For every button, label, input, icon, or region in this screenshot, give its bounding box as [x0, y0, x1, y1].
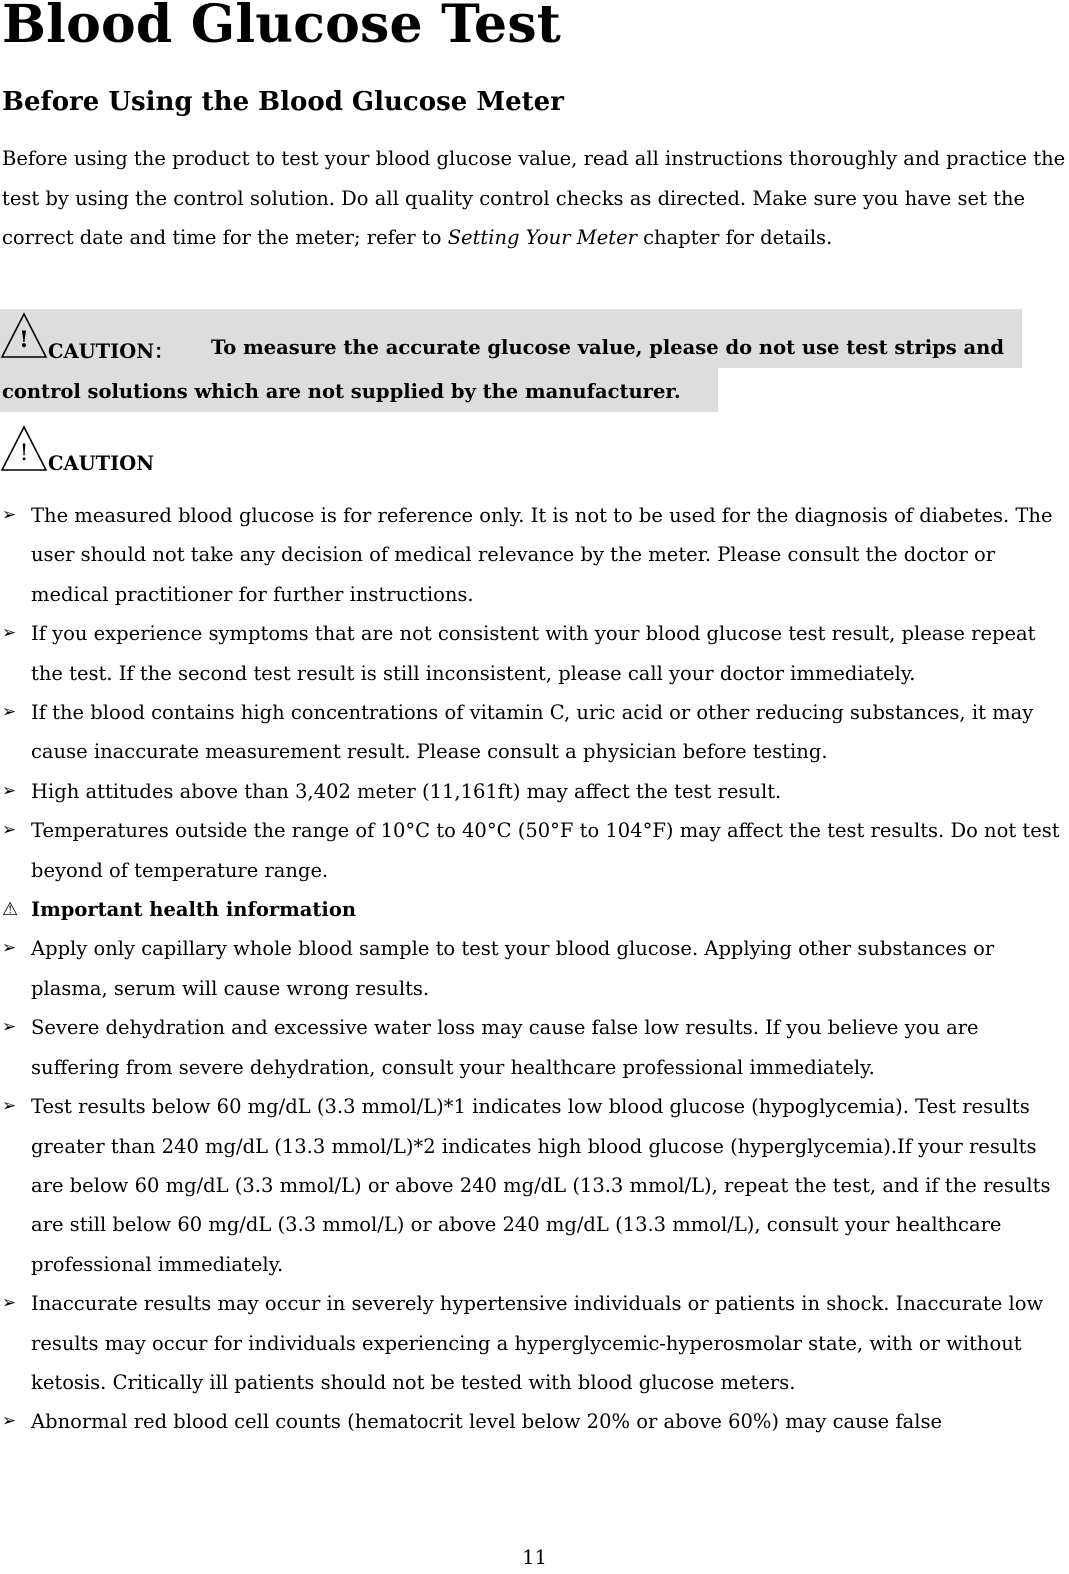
svg-text:!: ! [19, 441, 29, 466]
arrow-bullet-icon: ➢ [2, 820, 17, 841]
caution-message-line-1: To measure the accurate glucose value, please do not use test strips and [211, 336, 1004, 359]
list-item: ➢ The measured blood glucose is for reference only. It is not to be used for the diagnosis of diabetes. The user should not take any decision of medical relevance by the meter. Please consult the doctor or medical practitioner for further instructions. [0, 496, 1069, 614]
arrow-bullet-icon: ➢ [2, 1017, 17, 1038]
caution-list [0, 496, 1069, 1442]
intro-chapter-reference: Setting Your Meter [447, 226, 637, 250]
list-item: ➢ Test results below 60 mg/dL (3.3 mmol/L)*1 indicates low blood glucose (hypoglycemia). Test results greater than 240 mg/dL (13.3 mmol/L)*2 indicates high blood glucose (hyperglycemia).If your results are below 60 mg/dL (3.3 mmol/L) or above 240 mg/dL (13.3 mmol/L), repeat the test, and if the results are still below 60 mg/dL (3.3 mmol/L) or above 240 mg/dL (13.3 mmol/L), consult your healthcare professional immediately. [0, 1087, 1069, 1284]
arrow-bullet-icon: ➢ [2, 1096, 17, 1117]
caution-heading-block [0, 424, 400, 480]
list-item: ➢ If the blood contains high concentrations of vitamin C, uric acid or other reducing substances, it may cause inaccurate measurement result. Please consult a physician before testing. [0, 693, 1069, 772]
page-number: 11 [522, 1546, 547, 1569]
arrow-bullet-icon: ➢ [2, 702, 17, 723]
intro-text-1: Before using the product to test your blood glucose value, read all instructions thoroughly and practice the test by using the control solution. Do all quality control checks as directed. Make sure you have set the correct date and time for the meter; refer to [2, 147, 1066, 250]
page-title: Blood Glucose Test [2, 0, 562, 55]
arrow-bullet-icon: ➢ [2, 780, 17, 801]
list-item: ➢ Apply only capillary whole blood sample to test your blood glucose. Applying other substances or plasma, serum will cause wrong results. [0, 929, 1069, 1008]
caution-box-line-1 [0, 309, 1022, 368]
list-item: ➢ Temperatures outside the range of 10°C to 40°C (50°F to 104°F) may affect the test results. Do not test beyond of temperature range. [0, 811, 1069, 890]
intro-text-2: chapter for details. [636, 226, 833, 250]
caution-heading: CAUTION [48, 452, 155, 475]
arrow-bullet-icon: ➢ [2, 1293, 17, 1314]
arrow-bullet-icon: ➢ [2, 505, 17, 525]
list-item: ➢ Severe dehydration and excessive water loss may cause false low results. If you believe you are suffering from severe dehydration, consult your healthcare professional immediately. [0, 1008, 1069, 1087]
svg-text:!: ! [19, 327, 29, 353]
list-item: ➢ High attitudes above than 3,402 meter (11,161ft) may affect the test result. [0, 772, 1069, 811]
section-heading: Before Using the Blood Glucose Meter [2, 87, 564, 117]
warning-triangle-icon [0, 311, 48, 366]
arrow-bullet-icon: ➢ [2, 1411, 17, 1432]
arrow-bullet-icon: ➢ [2, 938, 17, 959]
important-health-heading: ⚠ Important health information [0, 890, 1069, 929]
caution-message-line-2: control solutions which are not supplied by the manufacturer. [2, 380, 681, 403]
warning-triangle-icon [0, 424, 48, 478]
caution-label: CAUTION： [48, 340, 174, 363]
list-item: ➢ Inaccurate results may occur in severely hypertensive individuals or patients in shock. Inaccurate low results may occur for individuals experiencing a hyperglycemic-hyperosmolar state, with or without ketosis. Critically ill patients should not be tested with blood glucose meters. [0, 1284, 1069, 1402]
intro-paragraph [2, 139, 1066, 258]
list-item: ➢ Abnormal red blood cell counts (hematocrit level below 20% or above 60%) may cause false [0, 1402, 1069, 1441]
list-item: ➢ If you experience symptoms that are not consistent with your blood glucose test result, please repeat the test. If the second test result is still inconsistent, please call your doctor immediately. [0, 614, 1069, 693]
warning-icon: ⚠ [2, 899, 19, 921]
caution-highlight-box [0, 304, 1069, 416]
arrow-bullet-icon: ➢ [2, 623, 17, 644]
